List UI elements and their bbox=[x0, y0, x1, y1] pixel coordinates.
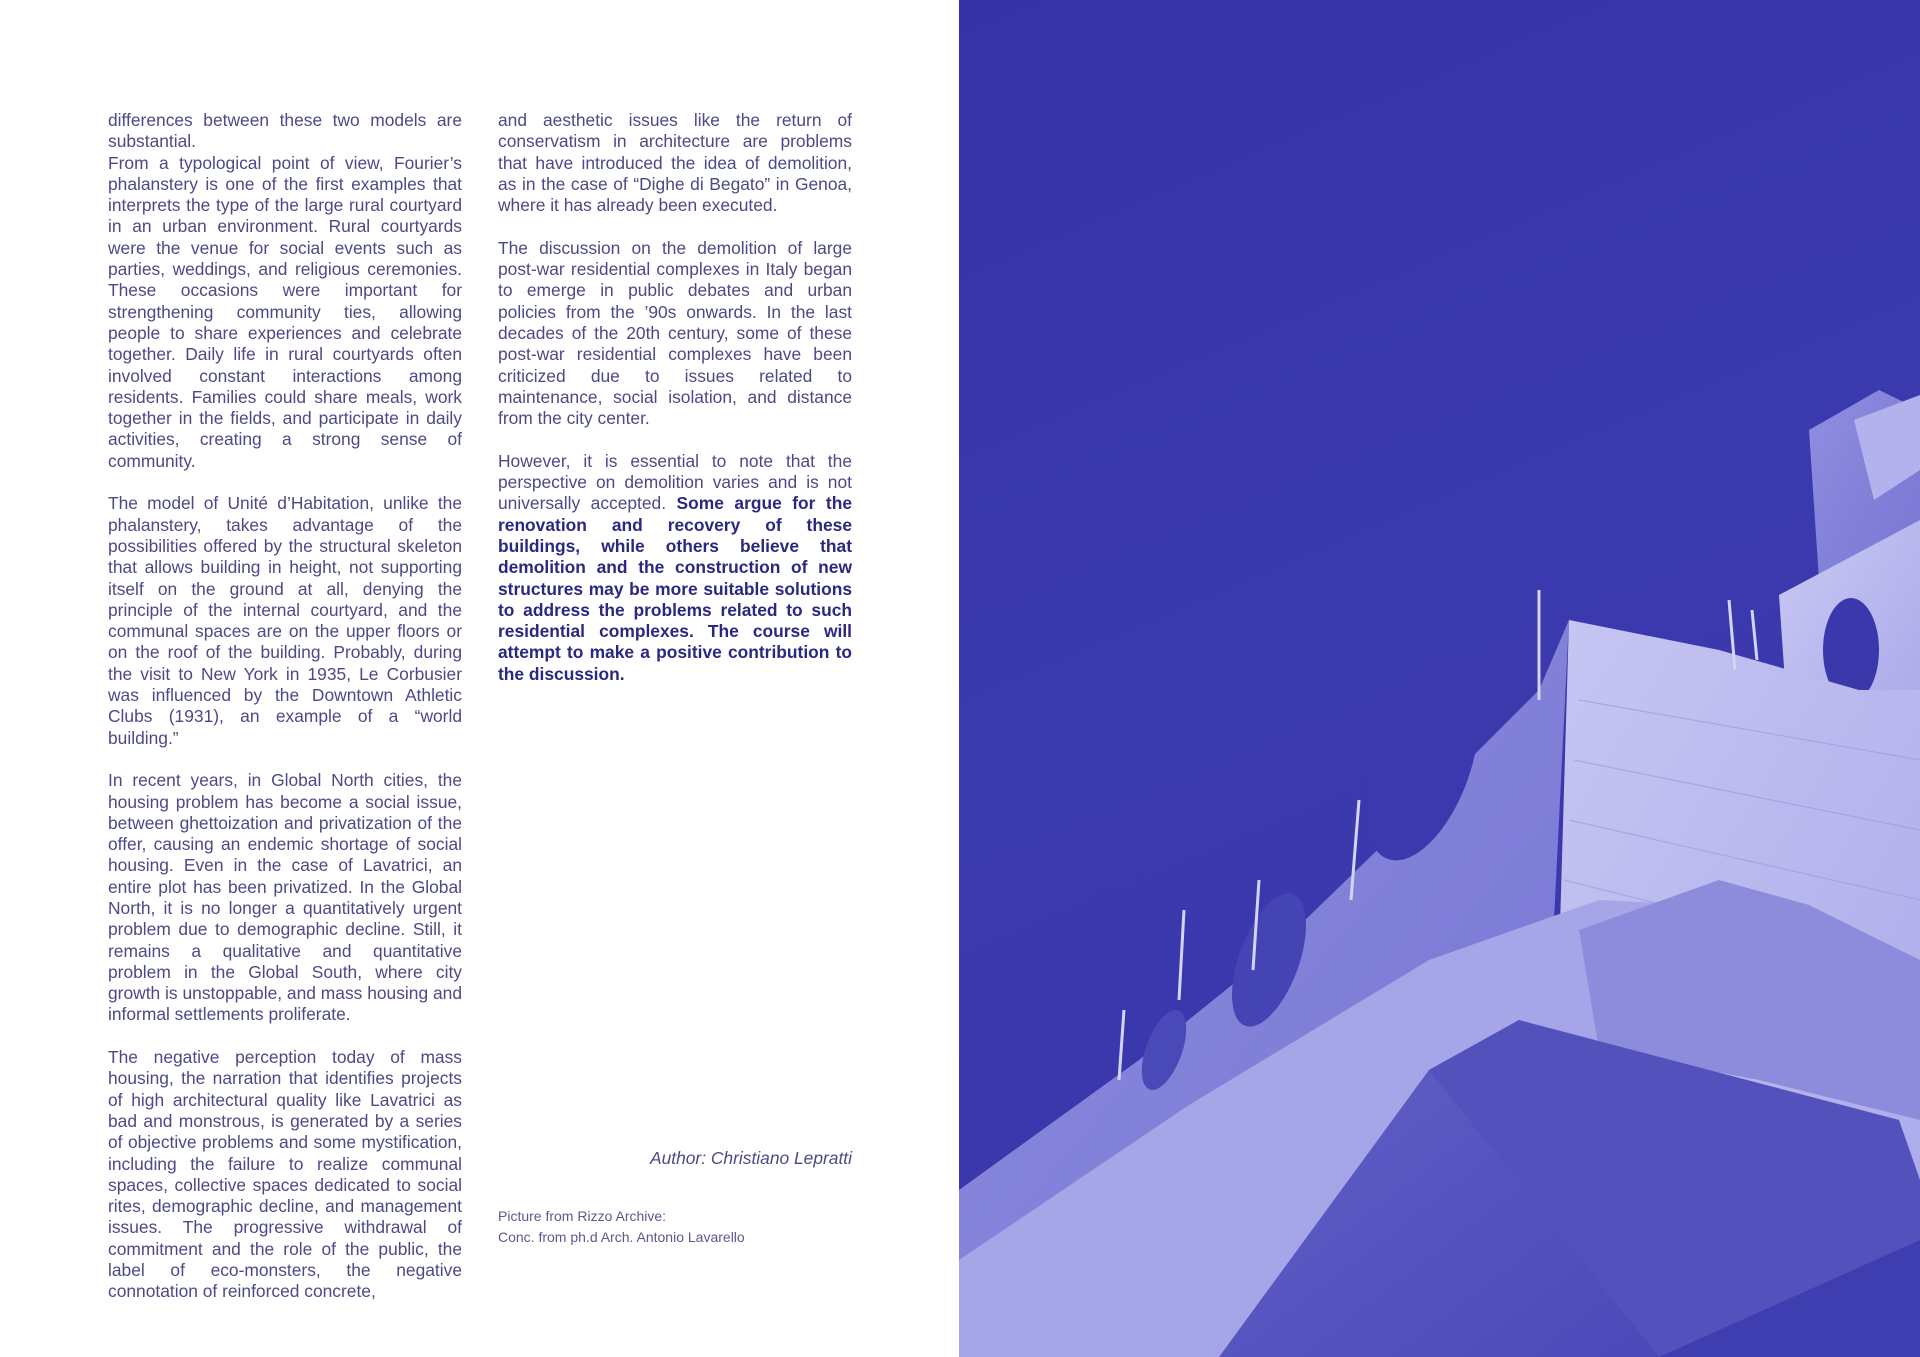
building-photo bbox=[959, 0, 1920, 1357]
paragraph: The negative perception today of mass housing, the narration that identifies projects of high architectural quality like Lavatrici as bad and monstrous, is generated by a series of objective problems and some mystification, including the failure to realize communal spaces, collective spaces dedicated to social rites, demographic decline, and management issues. The progressive withdrawal of commitment and the role of the public, the label of eco-monsters, the negative connotation of reinforced concrete, bbox=[108, 1047, 462, 1302]
picture-credit-line: Picture from Rizzo Archive: bbox=[498, 1208, 667, 1224]
paragraph-bold-text: Some argue for the renovation and recovery of these buildings, while others believe that demolition and the construction of new structures may be more suitable solutions to address the problems related to such residential complexes. The course will attempt to make a positive contribution to the discussion. bbox=[498, 493, 852, 684]
paragraph: In recent years, in Global North cities, the housing problem has become a social issue, between ghettoization and privatization of the offer, causing an endemic shortage of social housing. Even in the case of Lavatrici, an entire plot has been privatized. In the Global North, it is no longer a quantitatively urgent problem due to demographic decline. Still, it remains a qualitative and quantitative problem in the Global South, where city growth is unstoppable, and mass housing and informal settlements proliferate. bbox=[108, 770, 462, 1025]
picture-credit bbox=[498, 1206, 858, 1248]
author-credit: Author: Christiano Lepratti bbox=[649, 1148, 852, 1168]
paragraph: and aesthetic issues like the return of conservatism in architecture are problems that have introduced the idea of demolition, as in the case of “Dighe di Begato” in Genoa, where it has already been executed. bbox=[498, 110, 852, 216]
building-photo-illustration bbox=[959, 0, 1920, 1357]
text-column-left bbox=[108, 110, 462, 1303]
left-page bbox=[0, 0, 959, 1357]
paragraph: From a typological point of view, Fourier’s phalanstery is one of the first examples that interprets the type of the large rural courtyard in an urban environment. Rural courtyards were the venue for social events such as parties, weddings, and religious ceremonies. These occasions were important for strengthening community ties, allowing people to share experiences and celebrate together. Daily life in rural courtyards often involved constant interactions among residents. Families could share meals, work together in the fields, and participate in daily activities, creating a strong sense of community. bbox=[108, 152, 462, 471]
paragraph bbox=[498, 451, 852, 685]
text-column-right bbox=[498, 110, 852, 685]
paragraph: The discussion on the demolition of large post-war residential complexes in Italy began to emerge in public debates and urban policies from the ’90s onwards. In the last decades of the 20th century, some of these post-war residential complexes have been criticized due to issues related to maintenance, social isolation, and distance from the city center. bbox=[498, 237, 852, 429]
picture-credit-line: Conc. from ph.d Arch. Antonio Lavarello bbox=[498, 1229, 745, 1245]
paragraph: The model of Unité d’Habitation, unlike the phalanstery, takes advantage of the possibilities offered by the structural skeleton that allows building in height, not supporting itself on the ground at all, denying the principle of the internal courtyard, and the communal spaces are on the upper floors or on the roof of the building. Probably, during the visit to New York in 1935, Le Corbusier was influenced by the Downtown Athletic Clubs (1931), an example of a “world building.” bbox=[108, 493, 462, 748]
paragraph-regular-text: However, it is essential to note that the perspective on demolition varies and is not universally accepted. bbox=[498, 450, 852, 514]
paragraph: differences between these two models are substantial. bbox=[108, 110, 462, 152]
